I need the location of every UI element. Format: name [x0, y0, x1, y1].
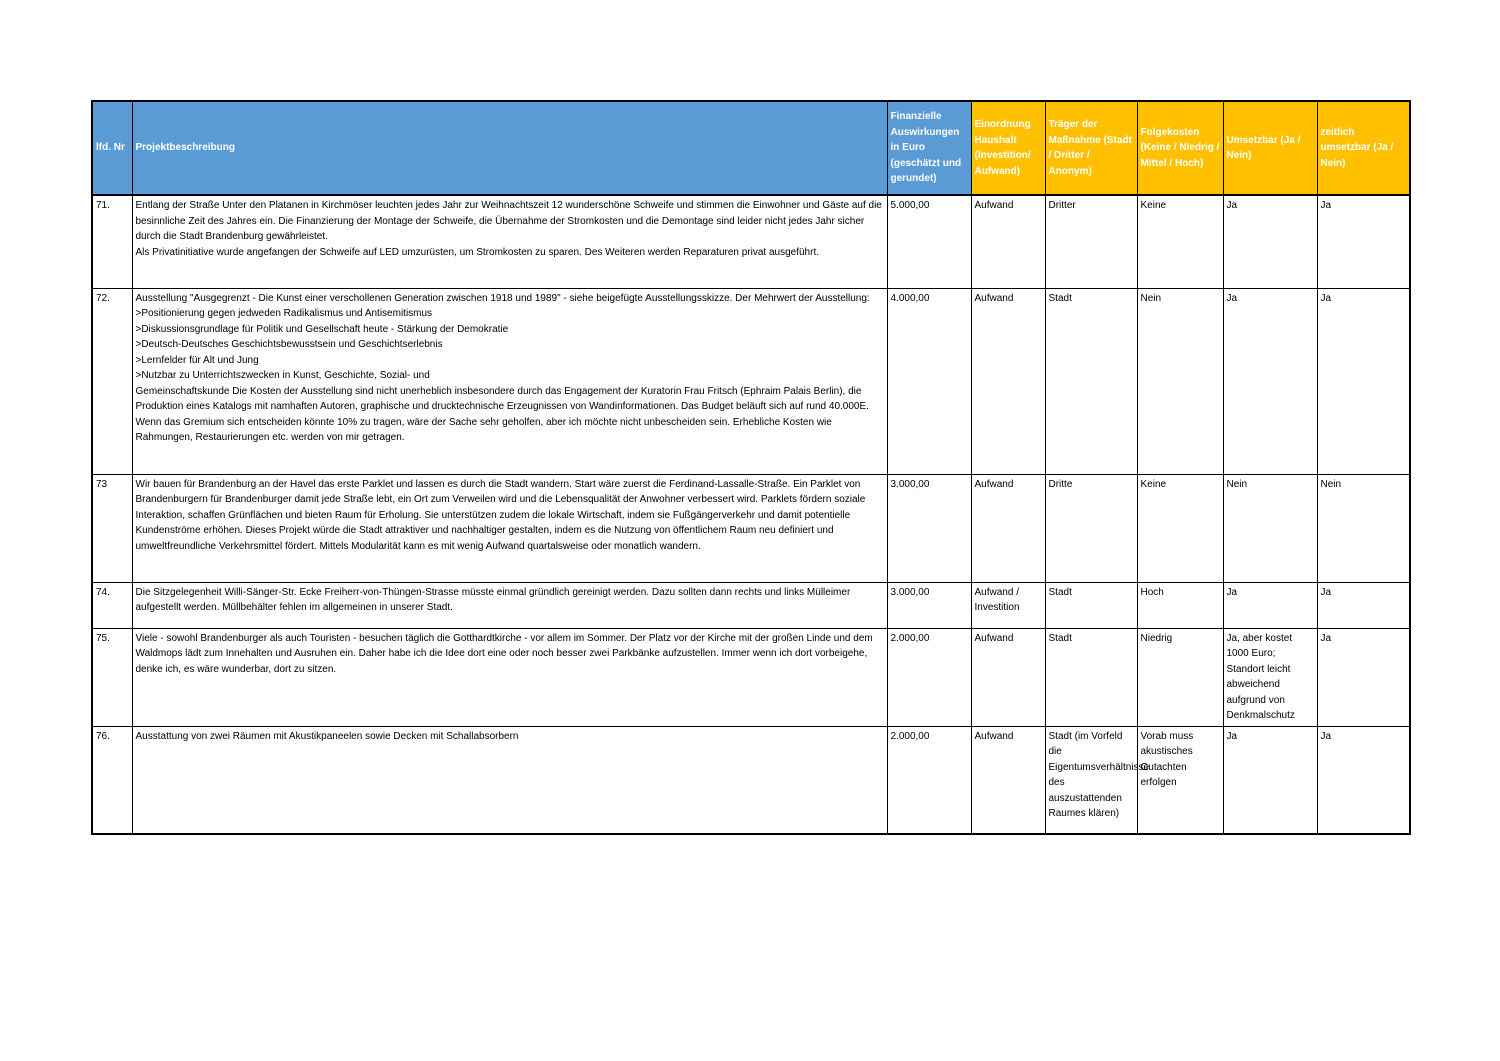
cell-description: Viele - sowohl Brandenburger als auch Touristen - besuchen täglich die Gotthardtkirche - vor allem im Sommer. Der Platz vor der Kirche mit der großen Linde und dem Waldmops lädt zum Innehalten und Ausruhen ein. Daher habe ich die Idee dort eine oder noch besser zwei Parkbänke aufzustellen. Immer wenn ich dort vorbeigehe, denke ich, es wäre wunderbar, dort zu sitzen. [132, 628, 887, 726]
header-nr: lfd. Nr [92, 101, 132, 195]
table-header-row [92, 101, 1410, 195]
cell-financial: 3.000,00 [887, 474, 971, 582]
table-row [92, 195, 1410, 288]
cell-budget: Aufwand [971, 195, 1045, 288]
header-financial: Finanzielle Auswirkungen in Euro (geschätzt und gerundet) [887, 101, 971, 195]
cell-nr: 74. [92, 582, 132, 628]
cell-budget: Aufwand [971, 474, 1045, 582]
cell-timely: Ja [1317, 195, 1410, 288]
header-carrier: Träger der Maßnahme (Stadt / Dritter / Anonym) [1045, 101, 1137, 195]
cell-carrier: Stadt (im Vorfeld die Eigentumsverhältnisse des auszustattenden Raumes klären) [1045, 726, 1137, 834]
cell-carrier: Stadt [1045, 628, 1137, 726]
cell-budget: Aufwand / Investition [971, 582, 1045, 628]
cell-financial: 4.000,00 [887, 288, 971, 474]
table-row [92, 288, 1410, 474]
cell-carrier: Stadt [1045, 288, 1137, 474]
cell-timely: Ja [1317, 628, 1410, 726]
cell-followup: Hoch [1137, 582, 1223, 628]
header-feasible: Umsetzbar (Ja / Nein) [1223, 101, 1317, 195]
cell-description: Ausstattung von zwei Räumen mit Akustikpaneelen sowie Decken mit Schallabsorbern [132, 726, 887, 834]
cell-feasible: Ja [1223, 288, 1317, 474]
cell-followup: Vorab muss akustisches Gutachten erfolgen [1137, 726, 1223, 834]
project-table [91, 100, 1411, 835]
header-timely: zeitlich umsetzbar (Ja / Nein) [1317, 101, 1410, 195]
cell-timely: Ja [1317, 582, 1410, 628]
cell-followup: Keine [1137, 195, 1223, 288]
cell-nr: 72. [92, 288, 132, 474]
cell-followup: Keine [1137, 474, 1223, 582]
cell-description: Ausstellung "Ausgegrenzt - Die Kunst einer verschollenen Generation zwischen 1918 und 1989" - siehe beigefügte Ausstellungsskizze. Der Mehrwert der Ausstellung: >Positionierung gegen jedweden Radikalismus und Antisemitismus >Diskussionsgrundlage für Politik und Gesellschaft heute - Stärkung der Demokratie >Deutsch-Deutsches Geschichtsbewusstsein und Geschichtserlebnis >Lernfelder für Alt und Jung >Nutzbar zu Unterrichtszwecken in Kunst, Geschichte, Sozial- und Gemeinschaftskunde Die Kosten der Ausstellung sind nicht unerheblich insbesondere durch das Engagement der Kuratorin Frau Fritsch (Ephraim Palais Berlin), die Produktion eines Katalogs mit namhaften Autoren, graphische und drucktechnische Erzeugnissen von Wandinformationen. Das Budget beläuft sich auf rund 40.000E. Wenn das Gremium sich entscheiden könnte 10% zu tragen, wäre der Sache sehr geholfen, aber ich möchte nicht unbescheiden sein. Erhebliche Kosten wie Rahmungen, Restaurierungen etc. werden von mir getragen. [132, 288, 887, 474]
cell-nr: 71. [92, 195, 132, 288]
cell-followup: Niedrig [1137, 628, 1223, 726]
cell-feasible: Ja [1223, 726, 1317, 834]
cell-feasible: Ja, aber kostet 1000 Euro; Standort leicht abweichend aufgrund von Denkmalschutz [1223, 628, 1317, 726]
cell-description: Entlang der Straße Unter den Platanen in Kirchmöser leuchten jedes Jahr zur Weihnachtszeit 12 wunderschöne Schweife und stimmen die Einwohner und Gäste auf die besinnliche Zeit des Jahres ein. Die Finanzierung der Montage der Schweife, die Übernahme der Stromkosten und die Demontage sind leider nicht jedes Jahr sicher durch die Stadt Brandenburg gewährleistet. Als Privatinitiative wurde angefangen der Schweife auf LED umzurüsten, um Stromkosten zu sparen. Des Weiteren werden Reparaturen privat ausgeführt. [132, 195, 887, 288]
cell-financial: 2.000,00 [887, 726, 971, 834]
cell-carrier: Dritte [1045, 474, 1137, 582]
table-row [92, 582, 1410, 628]
cell-nr: 76. [92, 726, 132, 834]
table-row [92, 474, 1410, 582]
cell-nr: 73 [92, 474, 132, 582]
cell-financial: 5.000,00 [887, 195, 971, 288]
cell-financial: 2.000,00 [887, 628, 971, 726]
cell-budget: Aufwand [971, 726, 1045, 834]
cell-budget: Aufwand [971, 628, 1045, 726]
cell-carrier: Dritter [1045, 195, 1137, 288]
cell-nr: 75. [92, 628, 132, 726]
cell-carrier: Stadt [1045, 582, 1137, 628]
cell-feasible: Nein [1223, 474, 1317, 582]
cell-timely: Ja [1317, 288, 1410, 474]
cell-feasible: Ja [1223, 582, 1317, 628]
cell-financial: 3.000,00 [887, 582, 971, 628]
cell-description: Wir bauen für Brandenburg an der Havel das erste Parklet und lassen es durch die Stadt wandern. Start wäre zuerst die Ferdinand-Lassalle-Straße. Ein Parklet von Brandenburgern für Brandenburger damit jede Straße lebt, ein Ort zum Verweilen wird und die Lebensqualität der Anwohner verbessert wird. Parklets fördern soziale Interaktion, schaffen Grünflächen und bieten Raum für Erholung. Sie unterstützen zudem die lokale Wirtschaft, indem sie Fußgängerverkehr und damit potentielle Kundenströme erhöhen. Dieses Projekt würde die Stadt attraktiver und nachhaltiger gestalten, indem es die Nutzung von öffentlichem Raum neu definiert und umweltfreundliche Verkehrsmittel fördert. Mittels Modularität kann es mit wenig Aufwand quartalsweise oder monatlich wandern. [132, 474, 887, 582]
cell-budget: Aufwand [971, 288, 1045, 474]
header-description: Projektbeschreibung [132, 101, 887, 195]
header-budget: Einordnung Haushalt (Investition/ Aufwand) [971, 101, 1045, 195]
cell-timely: Ja [1317, 726, 1410, 834]
cell-feasible: Ja [1223, 195, 1317, 288]
cell-description: Die Sitzgelegenheit Willi-Sänger-Str. Ecke Freiherr-von-Thüngen-Strasse müsste einmal gründlich gereinigt werden. Dazu sollten dann rechts und links Mülleimer aufgestellt werden. Müllbehälter fehlen im allgemeinen in unserer Stadt. [132, 582, 887, 628]
cell-followup: Nein [1137, 288, 1223, 474]
cell-timely: Nein [1317, 474, 1410, 582]
table-row [92, 726, 1410, 834]
header-followup: Folgekosten (Keine / Niedrig / Mittel / Hoch) [1137, 101, 1223, 195]
table-row [92, 628, 1410, 726]
